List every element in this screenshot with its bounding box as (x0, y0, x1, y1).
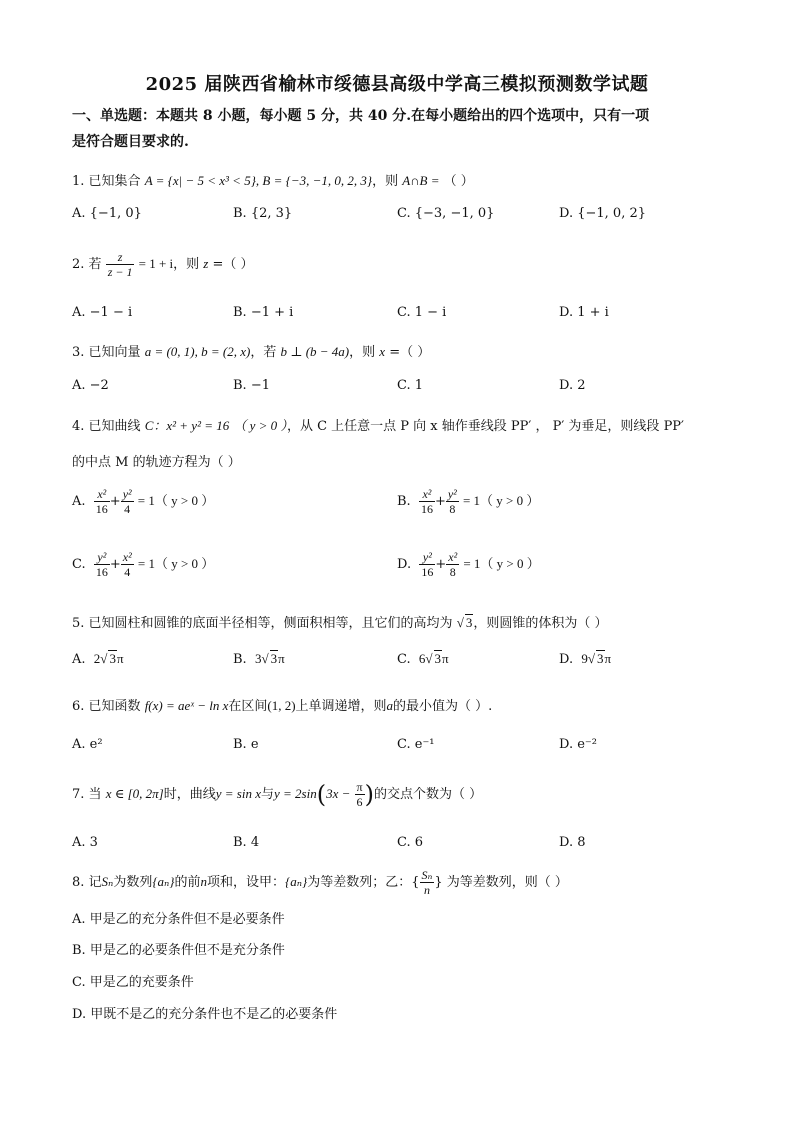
q4-a-label: A. (72, 494, 86, 509)
q1-paren: （ ） (443, 174, 474, 189)
q6-interval: (1, 2) (267, 698, 296, 713)
q1-ask: ，则 (372, 174, 399, 189)
q7-mid: 时，曲线 (163, 787, 216, 802)
q3-ask: ，则 (349, 345, 376, 360)
q4-option-a[interactable]: A. $\frac{\text{x²}}{16}$ + $\frac{\text{y²}}{4}$ = 1（ y > 0 ） (72, 487, 215, 516)
q5-option-d[interactable] (559, 650, 611, 667)
q7-tail: 的交点个数为（ ） (373, 787, 483, 802)
q5-a-root-sign: √ (100, 651, 108, 666)
q6-prefix: 6. 已知函数 (72, 699, 141, 714)
q8-option-c[interactable]: C. 甲是乙的充要条件 (72, 975, 194, 990)
q3-mid: ，若 (250, 345, 277, 360)
question-3 (72, 341, 430, 360)
q4-a-frac-2 (121, 487, 134, 516)
q4-b-label: B. (397, 494, 411, 509)
q5-d-coef: 9 (581, 651, 588, 666)
q6-tail: 的最小值为（ ）. (393, 699, 493, 714)
q4-d-tail: = 1（ y > 0 ） (463, 556, 540, 571)
q4-option-d[interactable]: D. $\frac{\text{y²}}{16}$ + $\frac{\text{x²}}{8}$ = 1（ y > 0 ） (397, 550, 540, 579)
q7-inner: 3x − (326, 786, 351, 801)
q7-prefix: 7. 当 (72, 787, 102, 802)
q5-a-root: 3 (109, 651, 116, 666)
exam-title: 2025 届陕西省榆林市绥德县高级中学高三模拟预测数学试题 (145, 74, 649, 95)
q4-c-label: C. (72, 557, 86, 572)
q5-root-sign: √ (456, 615, 464, 630)
q2-prefix: 2. 若 (72, 257, 102, 272)
q7-option-c[interactable]: C. 6 (397, 835, 424, 850)
q1-option-d[interactable]: D. {−1, 0, 2} (559, 206, 647, 221)
q4-b-frac-2 (446, 487, 459, 516)
q5-d-root: 3 (597, 651, 604, 666)
q4-curve: C：x² + y² = 16 (144, 418, 230, 433)
question-4-line-2: 的中点 M 的轨迹方程为（ ） (72, 455, 241, 470)
question-4-line-1 (72, 415, 684, 434)
q4-c-tail: = 1（ y > 0 ） (137, 556, 215, 571)
q8-an: {aₙ} (152, 874, 175, 889)
q6-rest: 上单调递增，则 (295, 699, 387, 714)
q1-option-c[interactable]: C. {−3, −1, 0} (397, 206, 495, 221)
q1-set-a: A = {x| − 5 < x³ < 5} (144, 173, 256, 188)
q1-option-a[interactable]: A. {−1, 0} (72, 206, 142, 221)
q5-option-c[interactable] (397, 650, 449, 667)
q2-option-b[interactable]: B. −1 + i (233, 305, 294, 320)
q4-d-n1: y² (422, 550, 432, 564)
q4-a-tail: = 1（ y > 0 ） (137, 493, 215, 508)
q3-option-d[interactable]: D. 2 (559, 378, 586, 393)
q2-rest: = 1 + i，则 (138, 256, 200, 271)
q7-pi-num: π (356, 780, 363, 794)
q8-fraction (420, 868, 435, 897)
q4-a-d2: 4 (121, 501, 134, 516)
q6-option-a[interactable]: A. e² (72, 737, 103, 752)
q7-close-paren: ) (364, 780, 374, 809)
q8-tail: } 为等差数列，则（ ） (434, 875, 568, 890)
q7-option-b[interactable]: B. 4 (233, 835, 260, 850)
q2-fraction (106, 250, 135, 279)
q8-sn: Sₙ (101, 874, 114, 889)
q4-c-d1: 16 (95, 565, 108, 579)
q8-frac-num: Sₙ (421, 868, 433, 882)
q4-option-c[interactable]: C. $\frac{\text{y²}}{16}$ + $\frac{\text{x²}}{4}$ = 1（ y > 0 ） (72, 550, 215, 579)
q5-text: 5. 已知圆柱和圆锥的底面半径相等，侧面积相等，且它们的高均为 (72, 616, 453, 631)
q4-a-frac-1 (94, 487, 110, 516)
question-2 (72, 250, 254, 279)
question-1 (72, 170, 474, 189)
q8-jia: {aₙ} (285, 874, 308, 889)
q4-c-frac-1 (94, 550, 110, 579)
q5-c-pi: π (442, 651, 449, 666)
q8-option-b[interactable]: B. 甲是乙的必要条件但不是充分条件 (72, 943, 285, 958)
q8-mid2: 的前 (174, 875, 201, 890)
q5-a-coef: 2 (93, 651, 101, 666)
q8-mid1: 为数列 (113, 875, 153, 890)
q5-option-a[interactable] (72, 650, 124, 667)
q5-tail: ，则圆锥的体积为（ ） (473, 616, 608, 631)
q8-option-a[interactable]: A. 甲是乙的充分条件但不是必要条件 (72, 912, 285, 927)
q5-c-root-sign: √ (425, 651, 433, 666)
q5-a-pi: π (116, 651, 124, 666)
q3-var: x (379, 344, 386, 359)
q4-prefix: 4. 已知曲线 (72, 419, 141, 434)
q2-option-d[interactable]: D. 1 + i (559, 305, 609, 320)
q2-var: z (203, 256, 209, 271)
q2-denominator: z − 1 (107, 265, 133, 279)
q7-option-a[interactable]: A. 3 (72, 835, 98, 850)
q3-condition: b ⊥ (b − 4a) (280, 344, 350, 359)
q4-condition: （ y > 0 ） (233, 418, 287, 433)
q5-a-label: A. (72, 652, 86, 667)
q4-c-n2: x² (122, 550, 132, 564)
section-heading (72, 103, 732, 155)
q7-pi-den: 6 (355, 794, 365, 809)
q7-pi-fraction (355, 780, 365, 809)
q4-a-d1: 16 (95, 502, 108, 516)
q6-option-d[interactable]: D. e⁻² (559, 737, 597, 752)
question-7 (72, 780, 482, 809)
q4-b-d2: 8 (446, 501, 459, 516)
q5-b-coef: 3 (254, 651, 262, 666)
q8-mid3: 项和，设甲： (207, 875, 286, 890)
q6-option-c[interactable]: C. e⁻¹ (397, 737, 435, 752)
q5-d-root-sign: √ (587, 651, 595, 666)
q4-d-frac-2 (446, 550, 459, 579)
q7-option-d[interactable]: D. 8 (559, 835, 586, 850)
q8-n: n (200, 874, 208, 889)
q3-option-a[interactable]: A. −2 (72, 378, 109, 393)
q7-curve-1: y = sin x (215, 786, 261, 801)
q4-b-tail: = 1（ y > 0 ） (462, 493, 540, 508)
section-line-2: 是符合题目要求的. (72, 134, 189, 150)
q4-d-frac-1 (419, 550, 435, 579)
q5-c-label: C. (397, 652, 411, 667)
section-line-1: 一、单选题：本题共 8 小题，每小题 5 分，共 40 分.在每小题给出的四个选项中，只有一项 (72, 108, 650, 124)
q5-c-root: 3 (434, 651, 442, 666)
q5-d-label: D. (559, 652, 574, 667)
question-5 (72, 612, 607, 631)
q6-option-b[interactable]: B. e (233, 737, 259, 752)
q7-open-paren: ( (316, 780, 327, 809)
q6-var: a (386, 698, 394, 713)
q4-b-d1: 16 (420, 502, 433, 516)
q3-prefix: 3. 已知向量 (72, 345, 141, 360)
q4-b-frac-1 (419, 487, 435, 516)
q6-func: f(x) = aeˣ − ln x (144, 698, 229, 713)
q4-b-n1: x² (422, 487, 432, 501)
q1-set-b: , B = {−3, −1, 0, 2, 3} (255, 173, 373, 188)
q4-line1-rest: ，从 C 上任意一点 P 向 x 轴作垂线段 PP′ ， P′ 为垂足，则线段 PP′ (286, 419, 685, 434)
q8-frac-den: n (420, 882, 435, 897)
q5-b-pi: π (278, 651, 285, 666)
q2-option-c[interactable]: C. 1 − i (397, 305, 447, 320)
question-6 (72, 695, 492, 714)
q4-a-n2: y² (122, 487, 132, 501)
q6-mid: 在区间 (228, 699, 268, 714)
q7-and: 与 (260, 787, 274, 802)
q4-d-n2: x² (448, 550, 458, 564)
q1-expr: A∩B = (402, 173, 440, 188)
q4-b-n2: y² (447, 487, 457, 501)
q4-d-d2: 8 (446, 564, 459, 579)
q5-b-root: 3 (270, 651, 278, 666)
q4-d-d1: 16 (421, 565, 434, 579)
q5-d-pi: π (604, 651, 612, 666)
q4-option-b[interactable]: B. $\frac{\text{x²}}{16}$ + $\frac{\text{y²}}{8}$ = 1（ y > 0 ） (397, 487, 540, 516)
q7-curve-2: y = 2sin (273, 786, 317, 801)
q1-option-b[interactable]: B. {2, 3} (233, 206, 293, 221)
q4-c-d2: 4 (121, 564, 134, 579)
question-8 (72, 868, 568, 897)
q8-option-d[interactable]: D. 甲既不是乙的充分条件也不是乙的必要条件 (72, 1007, 338, 1022)
q4-d-label: D. (397, 557, 412, 572)
q4-c-frac-2 (121, 550, 134, 579)
q3-option-c[interactable]: C. 1 (397, 378, 424, 393)
q4-a-n1: x² (97, 487, 107, 501)
q1-prefix: 1. 已知集合 (72, 174, 141, 189)
q5-root: 3 (465, 615, 473, 630)
q3-option-b[interactable]: B. −1 (233, 378, 270, 393)
q5-option-b[interactable] (233, 650, 285, 667)
q2-tail: =（ ） (208, 257, 254, 272)
q7-range: x ∈ [0, 2π] (105, 786, 164, 801)
q5-b-label: B. (233, 652, 247, 667)
q4-c-n1: y² (97, 550, 107, 564)
q8-prefix: 8. 记 (72, 875, 102, 890)
q5-b-root-sign: √ (261, 651, 269, 666)
q3-vectors: a = (0, 1), b = (2, x) (144, 344, 251, 359)
q2-numerator: z (117, 250, 123, 264)
q5-c-coef: 6 (418, 651, 426, 666)
q3-tail: =（ ） (385, 345, 431, 360)
q8-mid4: 为等差数列；乙：{ (307, 875, 420, 890)
q2-option-a[interactable]: A. −1 − i (72, 305, 133, 320)
